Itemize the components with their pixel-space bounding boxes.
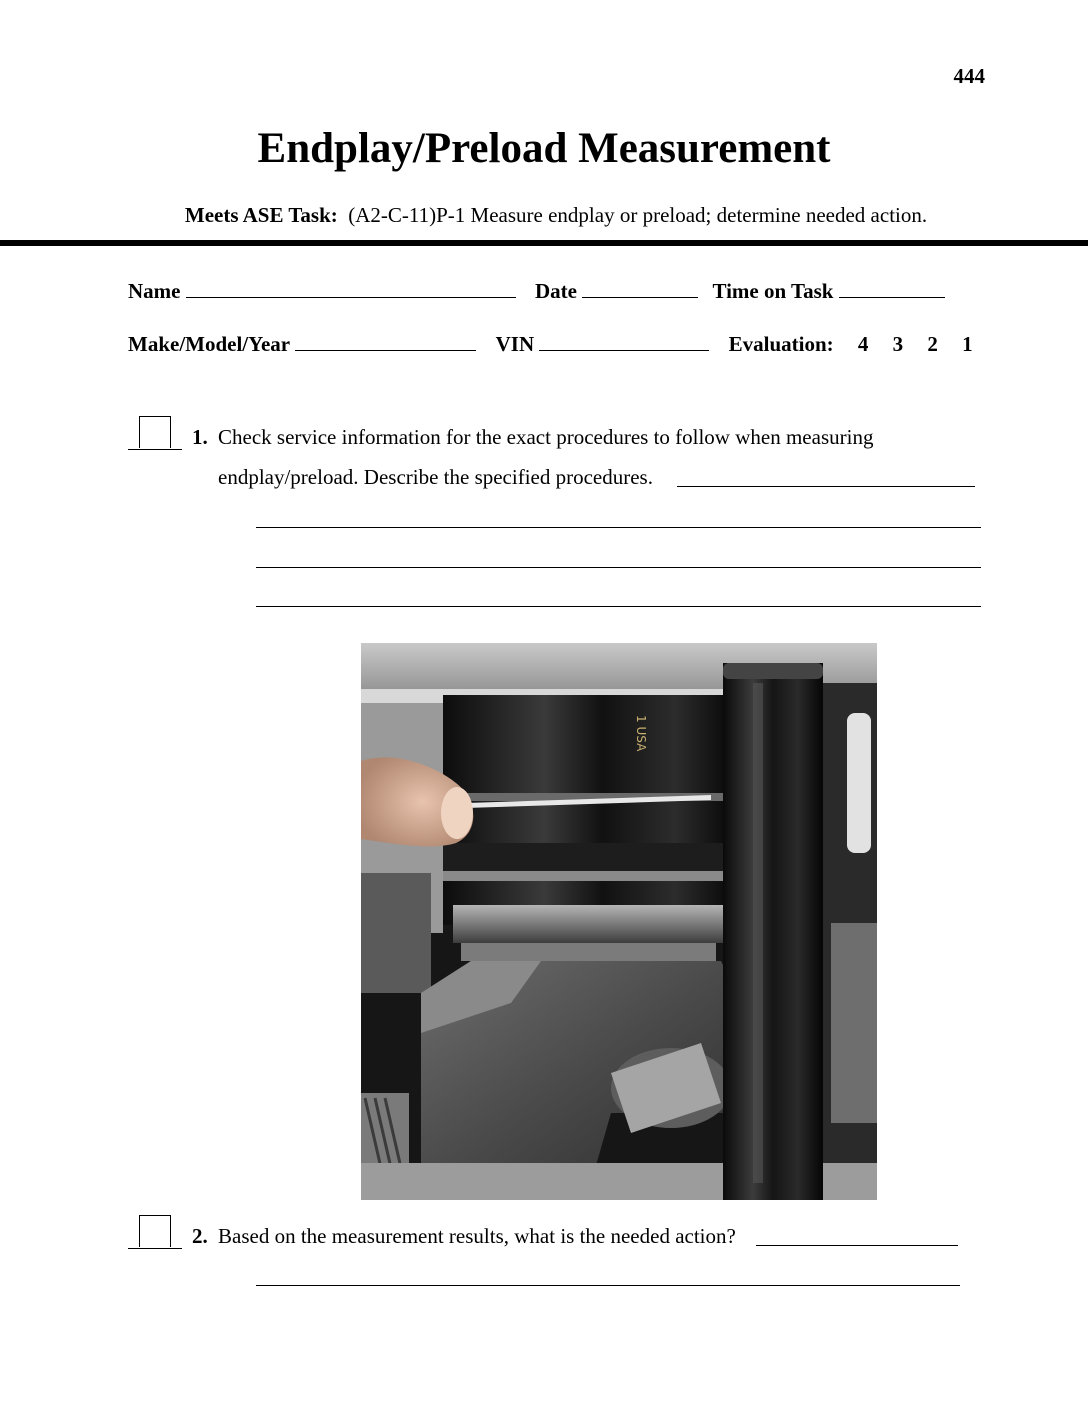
- question-1-text-line-1: Check service information for the exact procedures to follow when measuring: [218, 425, 874, 449]
- evaluation-score-4[interactable]: 4: [857, 332, 869, 356]
- question-1-answer-line-2[interactable]: [256, 527, 981, 528]
- info-row-2: [128, 332, 973, 357]
- evaluation-label: Evaluation:: [728, 332, 834, 356]
- make-model-year-label: Make/Model/Year: [128, 332, 291, 356]
- time-on-task-label: Time on Task: [712, 279, 834, 303]
- task-label: Meets ASE Task:: [184, 203, 338, 227]
- info-row-1: [128, 279, 945, 304]
- question-1-answer-line-1[interactable]: [677, 486, 975, 487]
- date-field[interactable]: [582, 279, 698, 298]
- date-label: Date: [534, 279, 577, 303]
- feeler-gauge-photo: [361, 643, 877, 1200]
- ase-task-line: [0, 203, 1088, 228]
- checkbox-box: [139, 1215, 171, 1247]
- make-model-year-field[interactable]: [295, 332, 476, 351]
- question-2-number: 2.: [192, 1224, 208, 1248]
- question-1-checkbox[interactable]: [128, 416, 182, 450]
- question-2-checkbox[interactable]: [128, 1215, 182, 1249]
- checkbox-underline: [128, 1248, 182, 1249]
- vin-label: VIN: [495, 332, 535, 356]
- name-label: Name: [128, 279, 181, 303]
- header-divider: [0, 240, 1088, 246]
- photo-stamp-text: 1 USA: [634, 715, 648, 752]
- evaluation-scores: [839, 332, 973, 356]
- checkbox-underline: [128, 449, 182, 450]
- time-on-task-field[interactable]: [839, 279, 945, 298]
- question-2-answer-line-1[interactable]: [756, 1245, 958, 1246]
- evaluation-score-1[interactable]: 1: [962, 332, 973, 356]
- evaluation-score-3[interactable]: 3: [892, 332, 904, 356]
- page-title: Endplay/Preload Measurement: [257, 125, 831, 172]
- name-field[interactable]: [186, 279, 516, 298]
- vin-field[interactable]: [539, 332, 709, 351]
- question-2-text-line-1: Based on the measurement results, what is the needed action?: [218, 1224, 736, 1248]
- question-1-answer-line-4[interactable]: [256, 606, 981, 607]
- checkbox-box: [139, 416, 171, 448]
- evaluation-score-2[interactable]: 2: [927, 332, 938, 356]
- question-1-text-line-2: endplay/preload. Describe the specified procedures.: [218, 465, 653, 489]
- page-number: 444: [953, 64, 985, 88]
- question-1-number: 1.: [192, 425, 208, 449]
- question-1-answer-line-3[interactable]: [256, 567, 981, 568]
- task-text: (A2-C-11)P-1 Measure endplay or preload; determine needed action.: [348, 203, 928, 227]
- question-2-answer-line-2[interactable]: [256, 1285, 960, 1286]
